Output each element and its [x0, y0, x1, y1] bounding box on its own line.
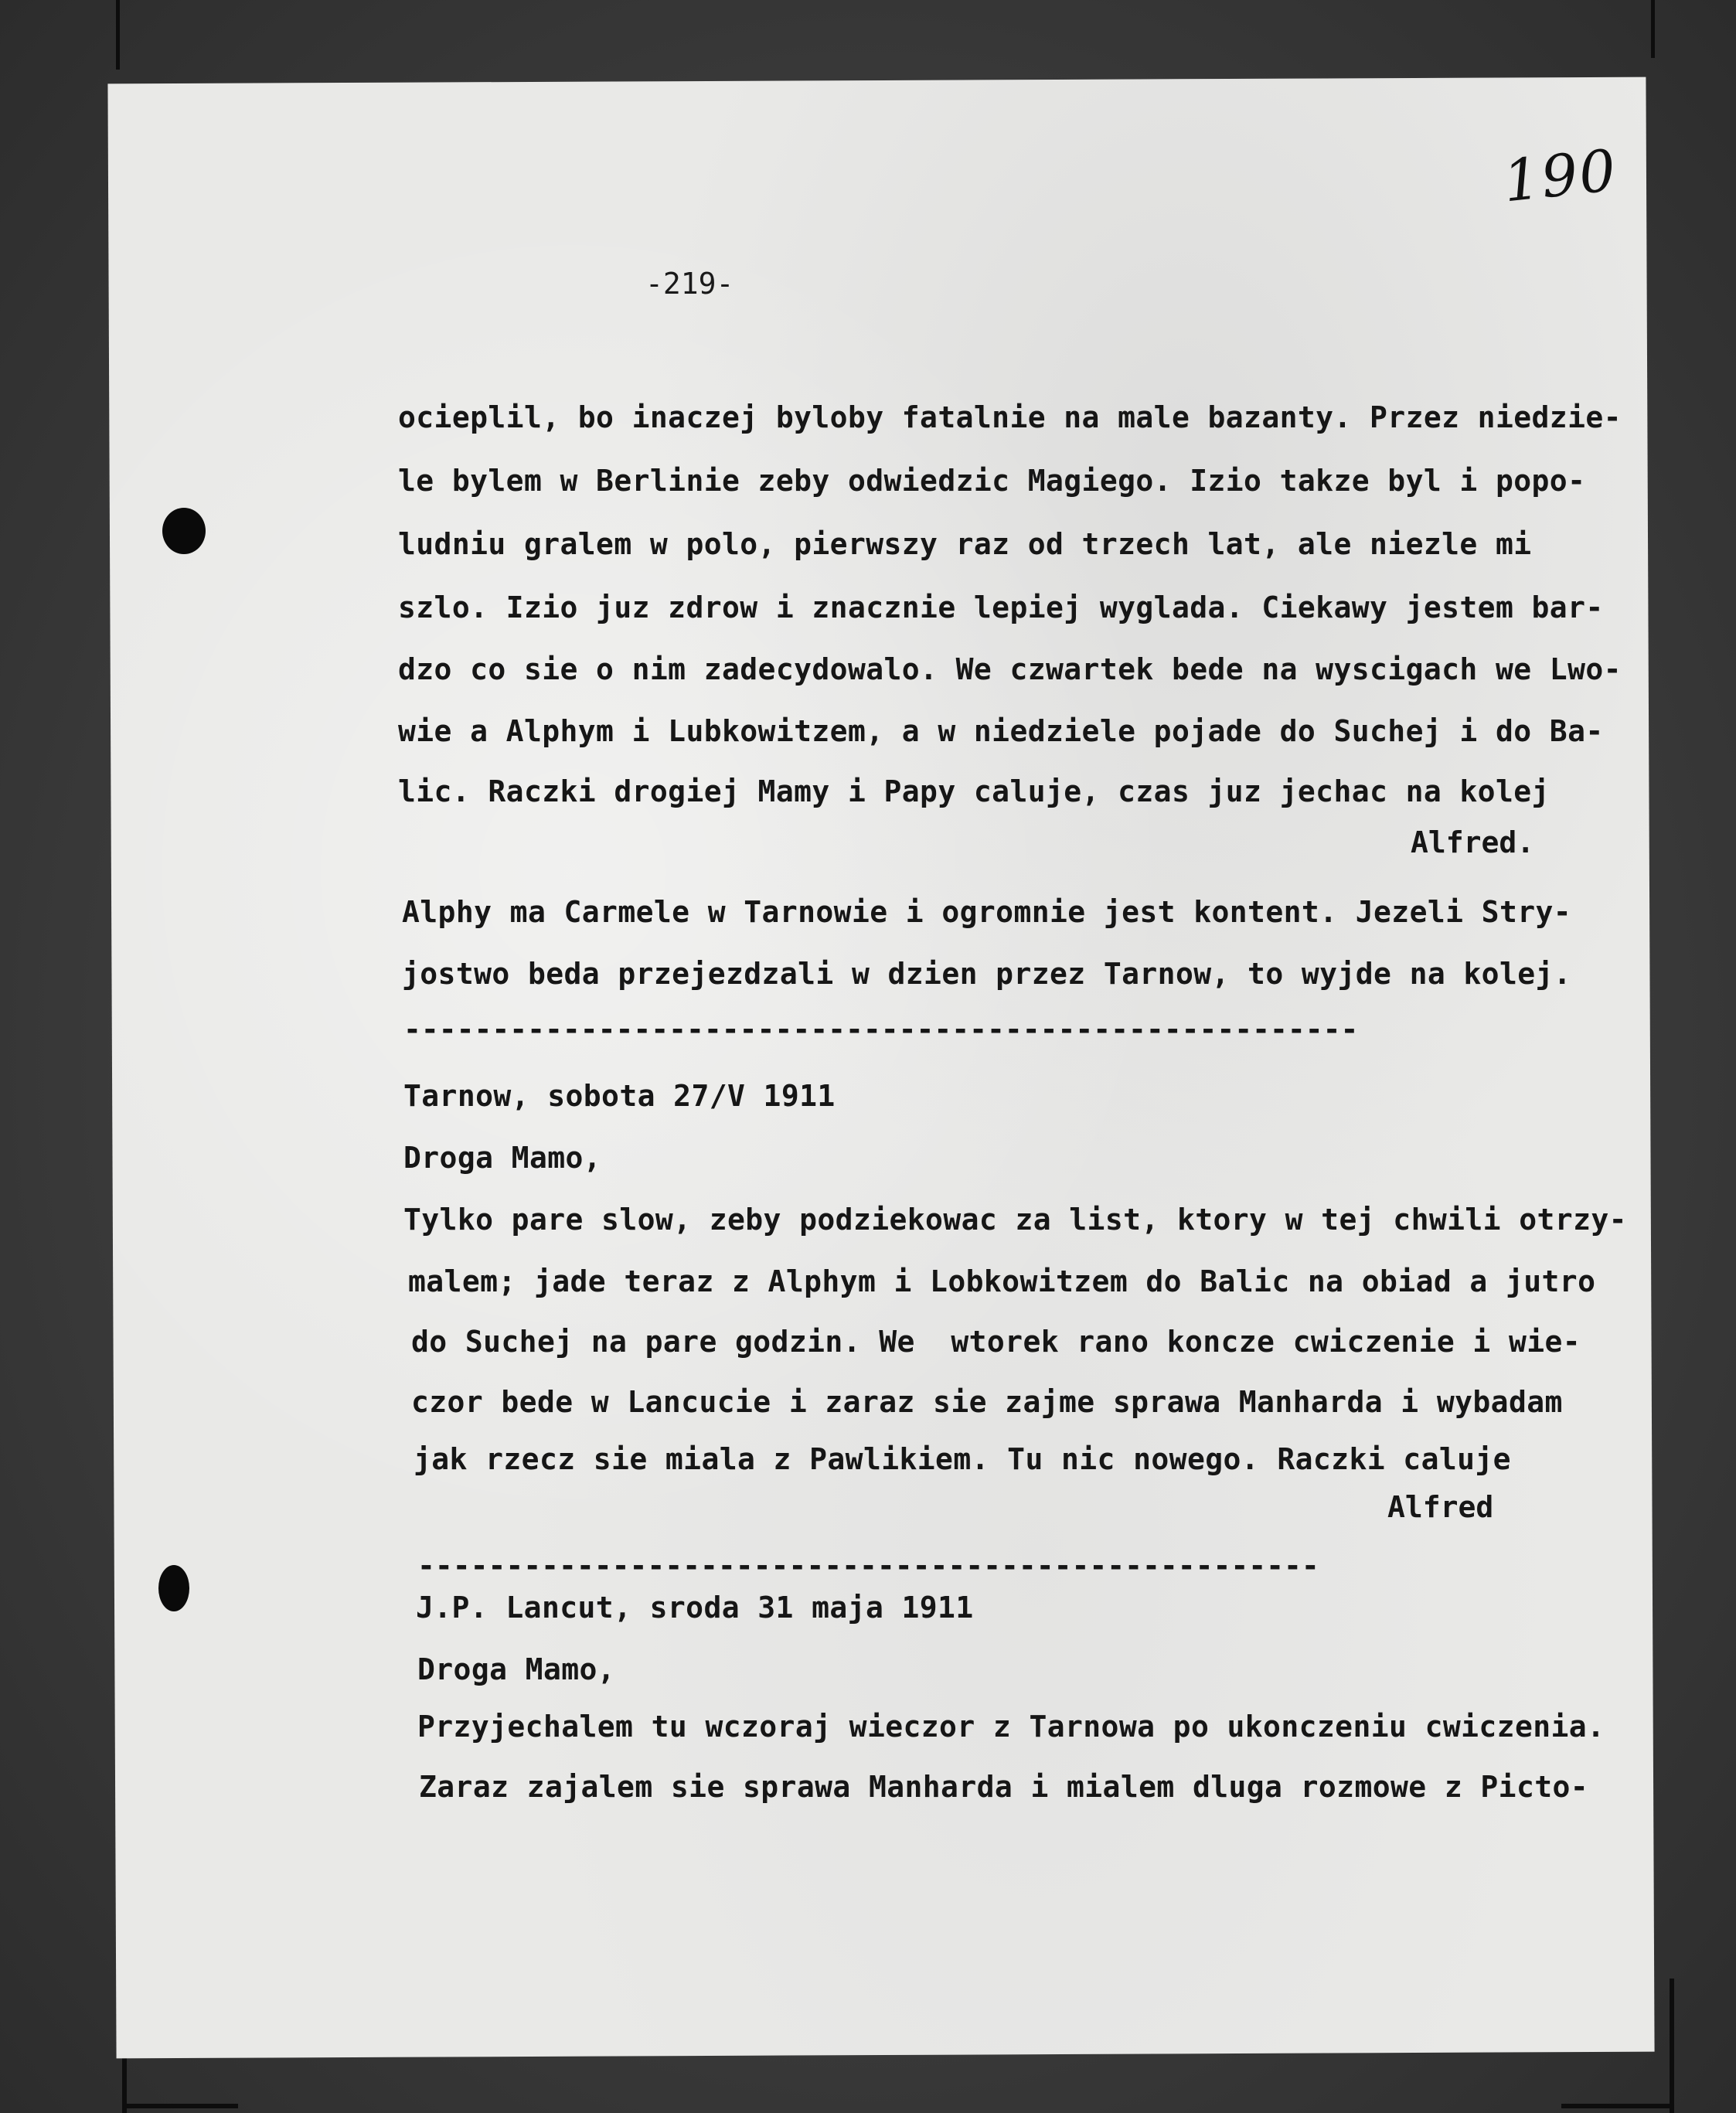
punch-hole — [162, 508, 206, 554]
text-line: le bylem w Berlinie zeby odwiedzic Magiego. Izio takze byl i popo- — [398, 464, 1586, 498]
film-frame-line — [1651, 0, 1655, 58]
punch-hole — [158, 1565, 189, 1611]
text-line: Zaraz zajalem sie sprawa Manharda i mialem dluga rozmowe z Picto- — [419, 1770, 1589, 1804]
text-line: lic. Raczki drogiej Mamy i Papy caluje, czas juz jechac na kolej — [398, 774, 1550, 808]
text-line: wie a Alphym i Lubkowitzem, a w niedziele pojade do Suchej i do Ba- — [398, 714, 1604, 748]
text-line: do Suchej na pare godzin. We wtorek rano koncze cwiczenie i wie- — [411, 1325, 1581, 1359]
text-line: dzo co sie o nim zadecydowalo. We czwartek bede na wyscigach we Lwo- — [398, 652, 1622, 686]
film-frame-line — [122, 2104, 238, 2108]
film-frame-line — [1670, 1979, 1674, 2113]
archive-number: 190 — [1499, 137, 1621, 216]
text-line: szlo. Izio juz zdrow i znacznie lepiej wyglada. Ciekawy jestem bar- — [398, 590, 1604, 624]
salutation: Droga Mamo, — [403, 1141, 602, 1175]
text-line: czor bede w Lancucie i zaraz sie zajme sprawa Manharda i wybadam — [411, 1385, 1563, 1419]
text-line: jak rzecz sie miala z Pawlikiem. Tu nic nowego. Raczki caluje — [414, 1442, 1511, 1476]
postscript-line: jostwo beda przejezdzali w dzien przez Tarnow, to wyjde na kolej. — [402, 957, 1572, 991]
text-line: ludniu gralem w polo, pierwszy raz od trzech lat, ale niezle mi — [398, 527, 1532, 561]
signature: Alfred. — [1411, 825, 1535, 859]
film-frame-line — [116, 0, 120, 70]
text-line: malem; jade teraz z Alphym i Lobkowitzem do Balic na obiad a jutro — [408, 1264, 1596, 1298]
page-number: -219- — [645, 267, 734, 301]
text-line: Przyjechalem tu wczoraj wieczor z Tarnowa po ukonczeniu cwiczenia. — [417, 1710, 1605, 1744]
film-frame-line — [1561, 2104, 1674, 2108]
postscript-line: Alphy ma Carmele w Tarnowie i ogromnie jest kontent. Jezeli Stry- — [402, 895, 1572, 929]
salutation: Droga Mamo, — [417, 1652, 616, 1686]
signature: Alfred — [1387, 1490, 1494, 1524]
text-line: Tylko pare slow, zeby podziekowac za list, ktory w tej chwili otrzy- — [403, 1203, 1627, 1237]
document-page — [107, 77, 1654, 2059]
text-line: ocieplil, bo inaczej byloby fatalnie na male bazanty. Przez niedzie- — [398, 400, 1622, 434]
divider-line: ------------------------------------------------------ — [403, 1012, 1359, 1046]
letter-date-line: J.P. Lancut, sroda 31 maja 1911 — [416, 1591, 974, 1625]
letter-date-line: Tarnow, sobota 27/V 1911 — [403, 1079, 836, 1113]
divider-line: --------------------------------------------------- — [417, 1549, 1319, 1583]
